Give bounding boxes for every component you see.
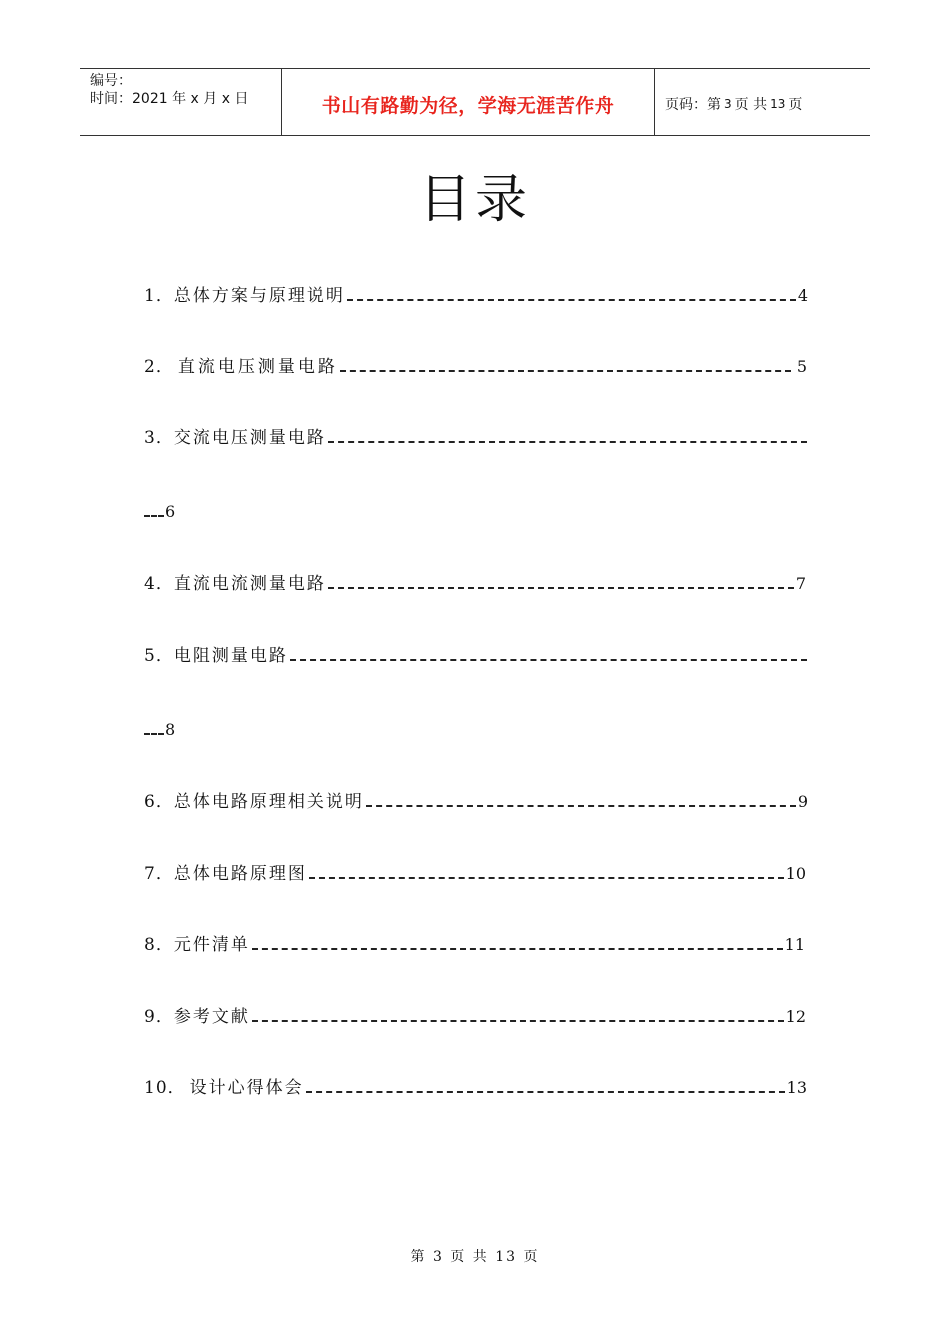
toc-entry-page: 8 [165, 720, 176, 739]
toc-entry[interactable] [144, 1005, 806, 1029]
header-page-number [655, 69, 870, 135]
toc-entry-page: 5 [796, 357, 807, 376]
toc-entry-number: 3． [144, 428, 174, 448]
toc-entry-number: 5． [144, 646, 174, 666]
toc-entry-number: 7． [144, 864, 174, 884]
page-header [80, 68, 870, 136]
toc-entry-label: 交流电压测量电路 [173, 428, 326, 448]
toc-leader-dots [340, 370, 791, 372]
page-current: 3 [724, 97, 732, 111]
toc-leader-dots [144, 515, 164, 517]
toc-leader-dots [328, 441, 807, 443]
toc-entry[interactable] [144, 644, 807, 668]
toc-entry-page: 12 [785, 1007, 806, 1026]
header-motto-cell [282, 69, 655, 135]
time-label: 时间：2021 年 x 月 x 日 [90, 91, 249, 107]
page-title: 目录 [418, 170, 531, 230]
toc-entry-number: 2． [144, 357, 174, 377]
toc-entry-continuation [144, 500, 175, 524]
toc-entry-label: 直流电压测量电路 [177, 357, 338, 377]
toc-leader-dots [309, 877, 784, 879]
toc-entry[interactable] [144, 862, 806, 886]
toc-entry-page: 7 [795, 574, 806, 593]
toc-leader-dots [290, 659, 807, 661]
toc-entry-label: 直流电流测量电路 [173, 574, 326, 594]
toc-entry[interactable] [144, 284, 808, 308]
toc-entry-number: 10． [144, 1078, 186, 1098]
toc-entry-label: 设计心得体会 [189, 1078, 304, 1098]
toc-entry[interactable] [144, 790, 808, 814]
toc-entry-label: 总体电路原理图 [173, 864, 307, 884]
toc-entry-number: 9． [144, 1007, 174, 1027]
toc-entry-number: 6． [144, 792, 174, 812]
toc-entry[interactable] [144, 1076, 807, 1100]
toc-entry-page: 13 [786, 1078, 807, 1097]
toc-entry-number: 1． [144, 286, 174, 306]
header-meta [80, 69, 282, 135]
code-label: 编号： [90, 73, 132, 89]
toc-entry-page: 10 [785, 864, 806, 883]
toc-entry-page: 11 [784, 935, 805, 954]
page-mid: 页 共 [734, 97, 768, 113]
toc-leader-dots [347, 299, 796, 301]
page-suffix: 页 [788, 97, 803, 113]
toc-leader-dots [252, 1020, 784, 1022]
toc-entry[interactable] [144, 933, 805, 957]
toc-entry-number: 4． [144, 574, 174, 594]
toc-entry[interactable] [144, 355, 807, 379]
toc-entry-label: 总体方案与原理说明 [173, 286, 345, 306]
toc-entry-number: 8． [144, 935, 174, 955]
toc-entry[interactable] [144, 426, 807, 450]
toc-leader-dots [328, 587, 794, 589]
toc-entry-continuation [144, 718, 175, 742]
toc-leader-dots [306, 1091, 785, 1093]
toc-entry-label: 总体电路原理相关说明 [173, 792, 364, 812]
toc-entry-page: 9 [797, 792, 808, 811]
toc-leader-dots [144, 733, 164, 735]
motto: 书山有路勤为径，学海无涯苦作舟 [321, 94, 615, 117]
toc-leader-dots [252, 948, 783, 950]
page-footer: 第 3 页 共 13 页 [410, 1249, 540, 1265]
toc-entry-page: 4 [797, 286, 808, 305]
toc-entry-page: 6 [165, 502, 176, 521]
page-total: 13 [770, 97, 786, 111]
page-prefix: 页码：第 [665, 97, 721, 113]
toc-entry[interactable] [144, 572, 806, 596]
toc-entry-label: 元件清单 [173, 935, 250, 955]
toc-entry-label: 电阻测量电路 [173, 646, 288, 666]
toc-entry-label: 参考文献 [173, 1007, 250, 1027]
toc-leader-dots [366, 805, 796, 807]
